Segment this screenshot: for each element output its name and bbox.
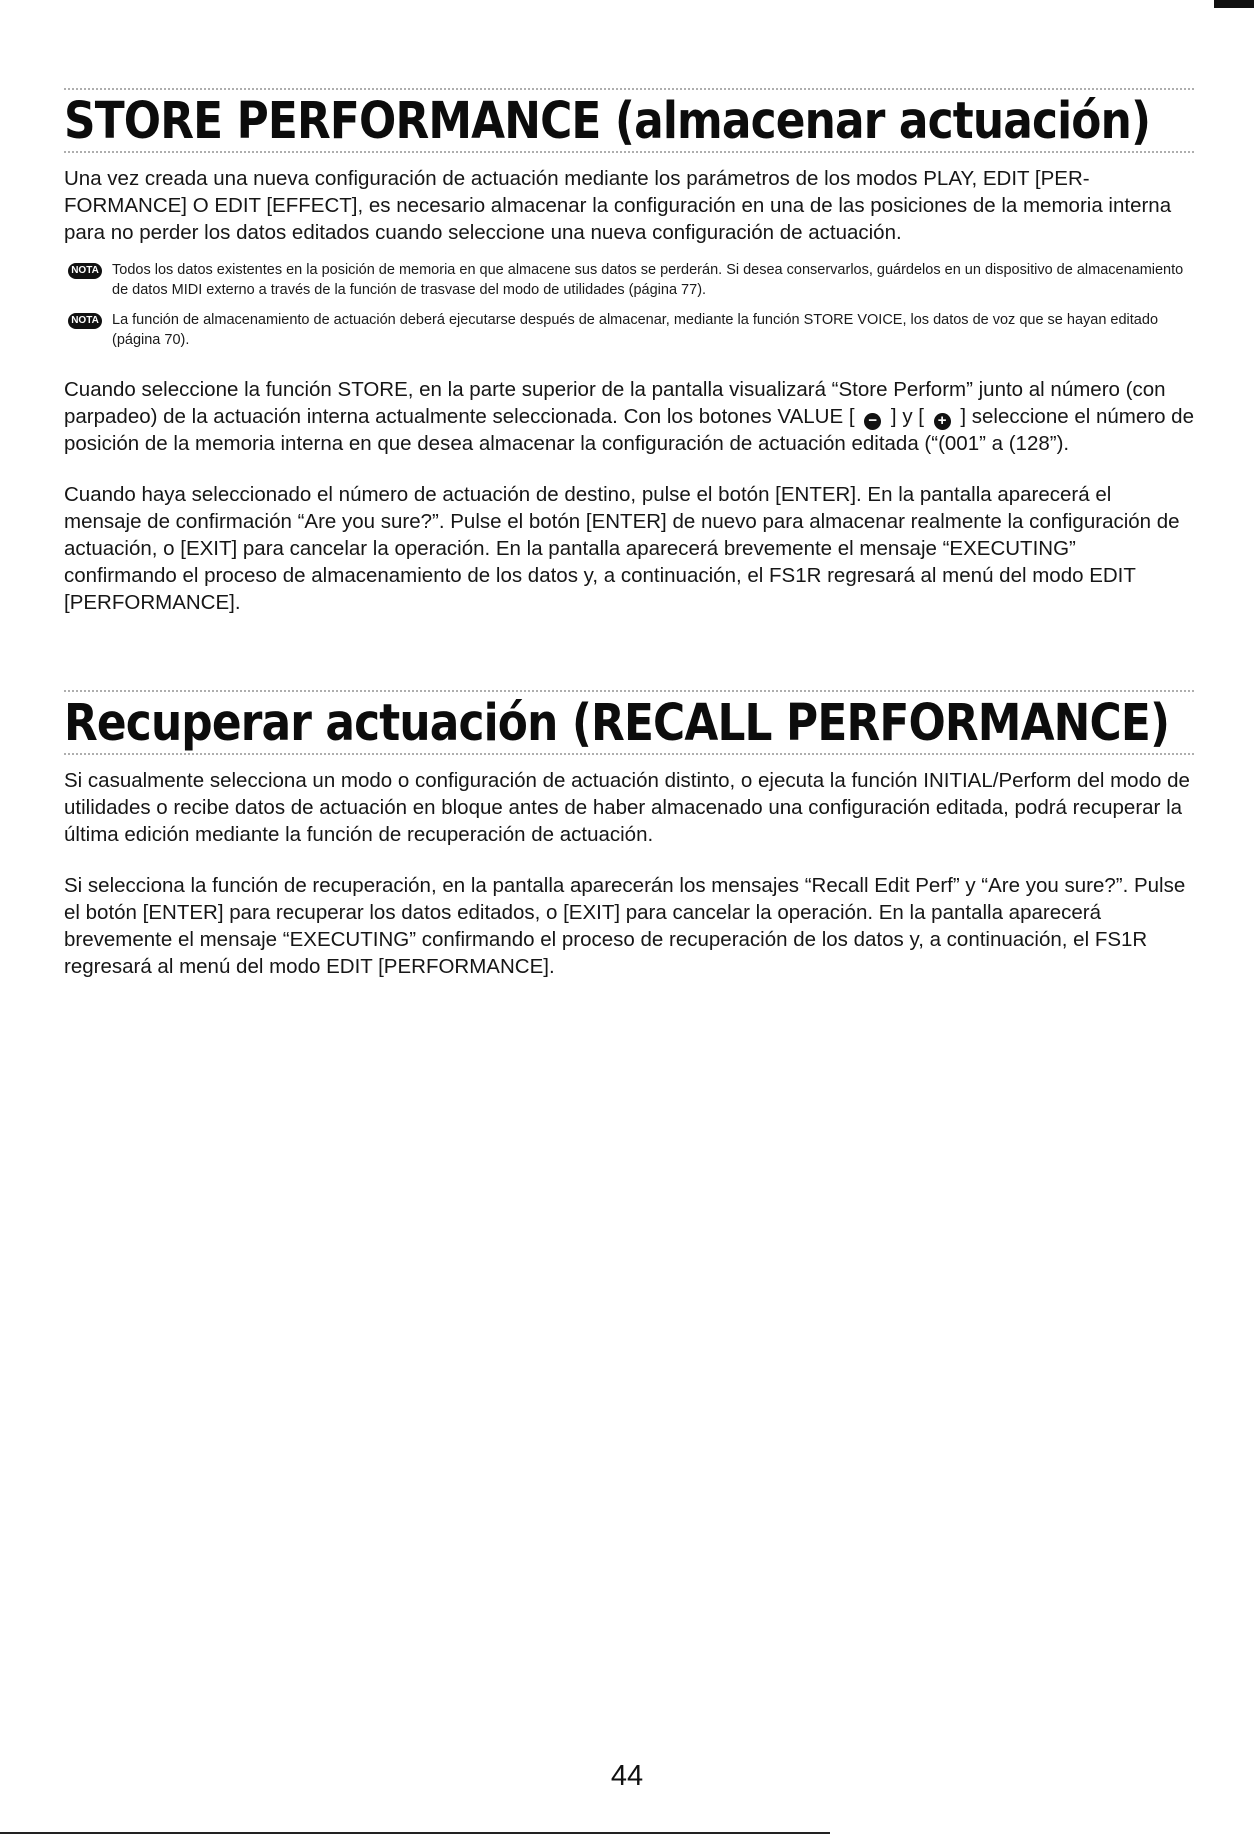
note-text: Todos los datos existentes en la posición de memoria en que almacene sus datos se perderán. Si desea conservarlos, guárdelos en un dispositivo de almacenamiento de datos MIDI externo a través de la función de trasvase del modo de utilidades (página 77).: [112, 262, 1184, 299]
note-item: [64, 260, 1194, 300]
section-recall-performance: [64, 690, 1194, 1004]
recall-instructions-paragraph: Si selecciona la función de recuperación, en la pantalla aparecerán los mensajes “Recall Edit Perf” y “Are you sure?”. Pulse el botón [ENTER] para recuperar los datos editados, o [EXIT] para cancelar la operación. En la pantalla aparecerá brevemente el mensaje “EXECUTING” confirmando el proceso de recuperación de los datos y, a continuación, el FS1R regresará al menú del modo EDIT [PERFORMANCE].: [64, 874, 1186, 979]
confirm-paragraph: Cuando haya seleccionado el número de actuación de destino, pulse el botón [ENTER]. En la pantalla aparecerá el mensaje de confirmación “Are you sure?”. Pulse el botón [ENTER] de nuevo para almacenar realmente la configuración de actuación, o [EXIT] para cancelar la operación. En la pantalla aparecerá brevemente el mensaje “EXECUTING” confirmando el proceso de almacenamiento de los datos y, a continuación, el FS1R regresará al menú del modo EDIT [PERFORMANCE].: [64, 483, 1180, 615]
footer-rule: [0, 1832, 830, 1834]
heading-dotted-rule: [64, 151, 1194, 153]
minus-button-icon: −: [864, 413, 881, 430]
paragraph-text: ] seleccione el número de posición de la memoria interna en que desea almacenar la configuración de actuación editada (“(001” a (128”).: [64, 405, 1194, 456]
paragraph-text: Cuando seleccione la función STORE, en la parte superior de la pantalla visualizará “Store Perform” junto al número (con parpadeo) de la actuación interna actualmente seleccionada. Con los botones VALUE [: [64, 378, 1166, 429]
paragraph-text: ] y [: [890, 405, 924, 429]
plus-button-icon: +: [934, 413, 951, 430]
note-text: La función de almacenamiento de actuación deberá ejecutarse después de almacenar, mediante la función STORE VOICE, los datos de voz que se hayan editado (página 70).: [112, 312, 1159, 349]
section-heading-block: [64, 88, 1194, 153]
section-store-performance: [64, 88, 1194, 640]
section-title: STORE PERFORMANCE (almacenar actuación): [64, 92, 1151, 151]
heading-dotted-rule: [64, 690, 1194, 692]
intro-paragraph: Una vez creada una nueva configuración de actuación mediante los parámetros de los modos PLAY, EDIT [PER-FORMANCE] O EDIT [EFFECT], es necesario almacenar la configuración en una de las posiciones de la memoria interna para no perder los datos editados cuando seleccione una nueva configuración de actuación.: [64, 167, 1172, 245]
page-number: 44: [610, 1760, 644, 1792]
store-instructions-paragraph: [64, 376, 1194, 457]
section-title: Recuperar actuación (RECALL PERFORMANCE): [64, 694, 1170, 753]
section-heading-block: [64, 690, 1194, 755]
recall-intro-paragraph: Si casualmente selecciona un modo o configuración de actuación distinto, o ejecuta la función INITIAL/Perform del modo de utilidades o recibe datos de actuación en bloque antes de haber almacenado una configuración editada, podrá recuperar la última edición mediante la función de recuperación de actuación.: [64, 769, 1190, 847]
note-icon: NOTA: [68, 313, 102, 329]
note-icon: NOTA: [68, 263, 102, 279]
note-item: [64, 310, 1194, 350]
corner-crop-mark: [1214, 0, 1254, 8]
heading-dotted-rule: [64, 753, 1194, 755]
heading-dotted-rule: [64, 88, 1194, 90]
